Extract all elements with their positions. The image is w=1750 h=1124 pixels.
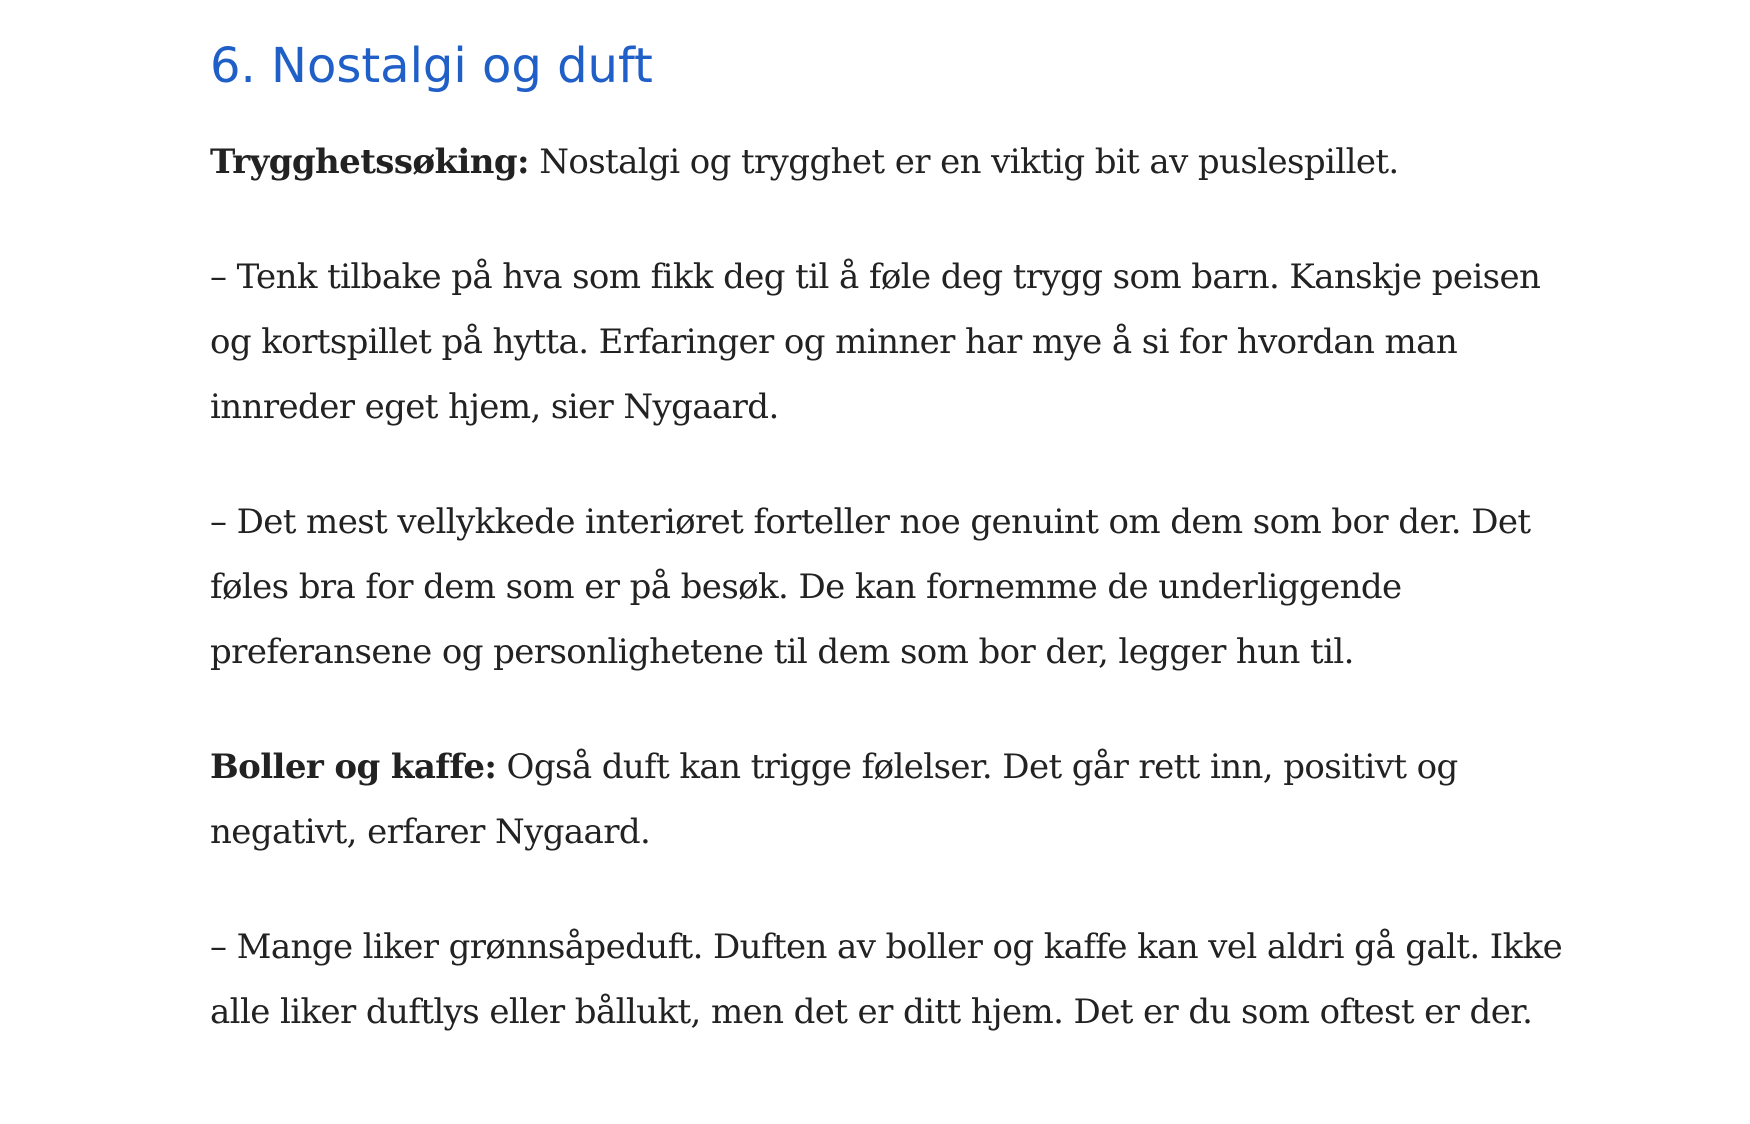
paragraph-text: Nostalgi og trygghet er en viktig bit av puslespillet. xyxy=(528,142,1399,182)
paragraph-lead: Boller og kaffe: xyxy=(210,747,497,787)
paragraph-boller-og-kaffe xyxy=(210,735,1570,865)
paragraph-quote-childhood xyxy=(210,245,1570,440)
section-heading: 6. Nostalgi og duft xyxy=(210,38,653,94)
paragraph-trygghetssoking xyxy=(210,130,1570,195)
paragraph-text: Også duft kan trigge følelser. Det går rett inn, positivt og negativt, erfarer Nygaard. xyxy=(210,747,1458,852)
paragraph-text: – Mange liker grønnsåpeduft. Duften av boller og kaffe kan vel aldri gå galt. Ikke alle liker duftlys eller bållukt, men det er ditt hjem. Det er du som oftest er der. xyxy=(210,927,1563,1032)
paragraph-text: – Tenk tilbake på hva som fikk deg til å føle deg trygg som barn. Kanskje peisen og kortspillet på hytta. Erfaringer og minner har mye å si for hvordan man innreder eget hjem, sier Nygaard. xyxy=(210,257,1541,427)
paragraph-text: – Det mest vellykkede interiøret forteller noe genuint om dem som bor der. Det føles bra for dem som er på besøk. De kan fornemme de underliggende preferansene og personlighetene til dem som bor der, legger hun til. xyxy=(210,502,1531,672)
paragraph-lead: Trygghetssøking: xyxy=(210,142,529,182)
article-body xyxy=(210,30,1570,1095)
paragraph-quote-interior xyxy=(210,490,1570,685)
paragraph-quote-scent xyxy=(210,915,1570,1045)
